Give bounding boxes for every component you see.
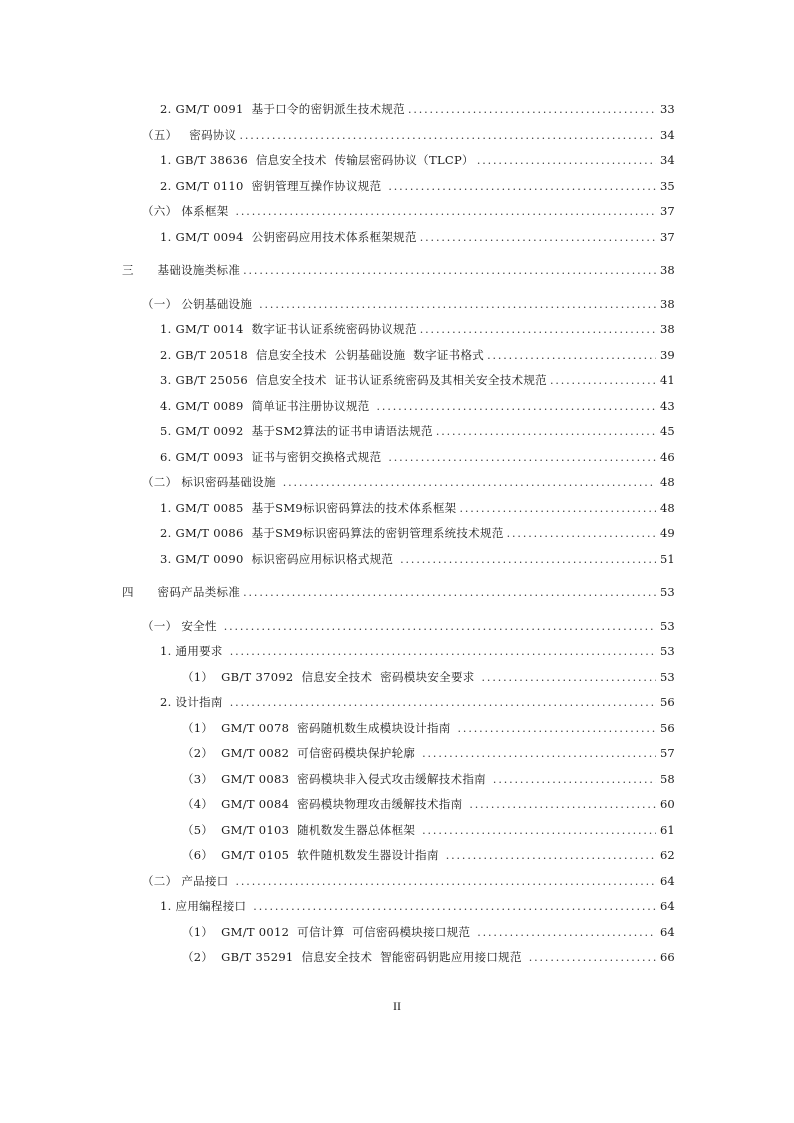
toc-entry-label: 2. 设计指南	[160, 695, 227, 709]
toc-entry-label: （1） GM/T 0078 密码随机数生成模块设计指南	[182, 721, 455, 735]
toc-entry-page: 45	[660, 424, 675, 438]
toc-entry[interactable]	[182, 924, 674, 940]
toc-entry[interactable]	[160, 643, 674, 659]
toc-entry[interactable]	[160, 178, 674, 194]
toc-entry-page: 57	[660, 746, 675, 760]
toc-entry[interactable]	[142, 127, 674, 143]
dot-leader	[493, 772, 656, 788]
toc-entry-label: 1. GM/T 0094 公钥密码应用技术体系框架规范	[160, 230, 417, 244]
toc-entry-page: 39	[660, 348, 675, 362]
toc-entry-label: 3. GM/T 0090 标识密码应用标识格式规范	[160, 552, 398, 566]
toc-entry-page: 37	[660, 230, 675, 244]
toc-entry-page: 48	[660, 501, 675, 515]
dot-leader	[420, 230, 656, 246]
dot-leader	[436, 424, 656, 440]
dot-leader	[236, 204, 656, 220]
dot-leader	[283, 475, 656, 491]
toc-entry-label: （1） GB/T 37092 信息安全技术 密码模块安全要求	[182, 670, 479, 684]
dot-leader	[388, 179, 656, 195]
toc-entry-label: 2. GM/T 0091 基于口令的密钥派生技术规范	[160, 102, 405, 116]
toc-entry-label: （六） 体系框架	[142, 204, 233, 218]
toc-entry[interactable]	[160, 101, 674, 117]
toc-entry[interactable]	[160, 551, 674, 567]
dot-leader	[422, 823, 656, 839]
toc-entry[interactable]	[182, 720, 674, 736]
toc-entry[interactable]	[160, 152, 674, 168]
toc-entry[interactable]	[160, 372, 674, 388]
toc-entry[interactable]	[122, 584, 674, 600]
dot-leader	[482, 670, 656, 686]
dot-leader	[487, 348, 656, 364]
toc-entry-page: 38	[660, 322, 675, 336]
toc-entry-page: 56	[660, 721, 675, 735]
toc-entry-page: 64	[660, 899, 675, 913]
dot-leader	[420, 322, 656, 338]
dot-leader	[377, 399, 656, 415]
toc-entry[interactable]	[142, 618, 674, 634]
toc-entry-label: 1. GB/T 38636 信息安全技术 传输层密码协议（TLCP）	[160, 153, 474, 167]
toc-entry-label: 6. GM/T 0093 证书与密钥交换格式规范	[160, 450, 386, 464]
dot-leader	[259, 297, 656, 313]
toc-entry-label: 1. 应用编程接口	[160, 899, 251, 913]
toc-entry[interactable]	[142, 203, 674, 219]
dot-leader	[400, 552, 656, 568]
toc-entry-page: 61	[660, 823, 675, 837]
toc-entry-label: 1. 通用要求	[160, 644, 227, 658]
toc-entry-page: 64	[660, 874, 675, 888]
toc-entry[interactable]	[142, 296, 674, 312]
toc-entry[interactable]	[182, 745, 674, 761]
toc-entry-page: 38	[660, 263, 675, 277]
toc-entry[interactable]	[182, 822, 674, 838]
dot-leader	[243, 263, 656, 279]
toc-entry-page: 34	[660, 128, 675, 142]
toc-entry-page: 66	[660, 950, 675, 964]
dot-leader	[253, 899, 656, 915]
dot-leader	[408, 102, 656, 118]
toc-entry[interactable]	[160, 694, 674, 710]
toc-entry-label: 4. GM/T 0089 简单证书注册协议规范	[160, 399, 374, 413]
toc-entry[interactable]	[142, 474, 674, 490]
toc-entry-label: 5. GM/T 0092 基于SM2算法的证书申请语法规范	[160, 424, 433, 438]
toc-entry[interactable]	[182, 669, 674, 685]
toc-entry-page: 43	[660, 399, 675, 413]
toc-entry[interactable]	[182, 771, 674, 787]
toc-entry[interactable]	[122, 262, 674, 278]
toc-entry-page: 48	[660, 475, 675, 489]
dot-leader	[422, 746, 656, 762]
toc-entry[interactable]	[160, 321, 674, 337]
dot-leader	[236, 874, 656, 890]
toc-entry-page: 33	[660, 102, 675, 116]
toc-entry[interactable]	[160, 449, 674, 465]
toc-entry-page: 56	[660, 695, 675, 709]
toc-entry-label: （2） GB/T 35291 信息安全技术 智能密码钥匙应用接口规范	[182, 950, 526, 964]
toc-entry-label: （4） GM/T 0084 密码模块物理攻击缓解技术指南	[182, 797, 467, 811]
toc-entry-page: 34	[660, 153, 675, 167]
toc-entry[interactable]	[142, 873, 674, 889]
toc-entry-page: 51	[660, 552, 675, 566]
toc-entry-page: 53	[660, 619, 675, 633]
toc-entry-label: （二） 标识密码基础设施	[142, 475, 280, 489]
toc-entry-label: 四 密码产品类标准	[122, 585, 241, 599]
toc-entry-label: 2. GM/T 0110 密钥管理互操作协议规范	[160, 179, 386, 193]
toc-entry-label: 2. GB/T 20518 信息安全技术 公钥基础设施 数字证书格式	[160, 348, 485, 362]
toc-entry-page: 35	[660, 179, 675, 193]
toc-entry-label: 2. GM/T 0086 基于SM9标识密码算法的密钥管理系统技术规范	[160, 526, 504, 540]
toc-entry-page: 38	[660, 297, 675, 311]
toc-entry-label: （五） 密码协议	[142, 128, 237, 142]
toc-entry-label: （二） 产品接口	[142, 874, 233, 888]
toc-entry-label: （5） GM/T 0103 随机数发生器总体框架	[182, 823, 420, 837]
dot-leader	[458, 721, 656, 737]
toc-entry-page: 60	[660, 797, 675, 811]
toc-entry[interactable]	[160, 423, 674, 439]
dot-leader	[388, 450, 656, 466]
toc-entry-page: 53	[660, 670, 675, 684]
toc-entry[interactable]	[160, 347, 674, 363]
toc-entry[interactable]	[182, 949, 674, 965]
toc-entry-label: 3. GB/T 25056 信息安全技术 证书认证系统密码及其相关安全技术规范	[160, 373, 547, 387]
toc-entry-label: 1. GM/T 0085 基于SM9标识密码算法的技术体系框架	[160, 501, 457, 515]
toc-entry-label: 1. GM/T 0014 数字证书认证系统密码协议规范	[160, 322, 417, 336]
toc-entry-page: 53	[660, 644, 675, 658]
toc-entry[interactable]	[160, 898, 674, 914]
toc-entry[interactable]	[160, 525, 674, 541]
dot-leader	[243, 585, 656, 601]
toc-entry-page: 62	[660, 848, 675, 862]
toc-entry[interactable]	[182, 796, 674, 812]
toc-entry-label: 三 基础设施类标准	[122, 263, 241, 277]
dot-leader	[446, 848, 656, 864]
toc-entry-page: 49	[660, 526, 675, 540]
dot-leader	[239, 128, 656, 144]
toc-entry-page: 46	[660, 450, 675, 464]
toc-entry[interactable]	[160, 229, 674, 245]
toc-entry[interactable]	[160, 500, 674, 516]
toc-entry-label: （6） GM/T 0105 软件随机数发生器设计指南	[182, 848, 443, 862]
toc-entry-page: 64	[660, 925, 675, 939]
dot-leader	[224, 619, 656, 635]
page-number: II	[393, 999, 401, 1013]
toc-entry-label: （2） GM/T 0082 可信密码模块保护轮廓	[182, 746, 420, 760]
toc-entry-label: （1） GM/T 0012 可信计算 可信密码模块接口规范	[182, 925, 475, 939]
toc-entry[interactable]	[182, 847, 674, 863]
dot-leader	[230, 644, 656, 660]
toc-entry-label: （3） GM/T 0083 密码模块非入侵式攻击缓解技术指南	[182, 772, 490, 786]
dot-leader	[507, 526, 656, 542]
dot-leader	[550, 373, 656, 389]
toc-entry-page: 53	[660, 585, 675, 599]
toc-entry-label: （一） 安全性	[142, 619, 221, 633]
toc-entry-page: 58	[660, 772, 675, 786]
toc-entry-page: 41	[660, 373, 675, 387]
toc-entry[interactable]	[160, 398, 674, 414]
toc-entry-page: 37	[660, 204, 675, 218]
dot-leader	[477, 925, 656, 941]
dot-leader	[459, 501, 656, 517]
dot-leader	[230, 695, 656, 711]
dot-leader	[477, 153, 656, 169]
toc-entry-label: （一） 公钥基础设施	[142, 297, 257, 311]
dot-leader	[529, 950, 656, 966]
dot-leader	[469, 797, 656, 813]
